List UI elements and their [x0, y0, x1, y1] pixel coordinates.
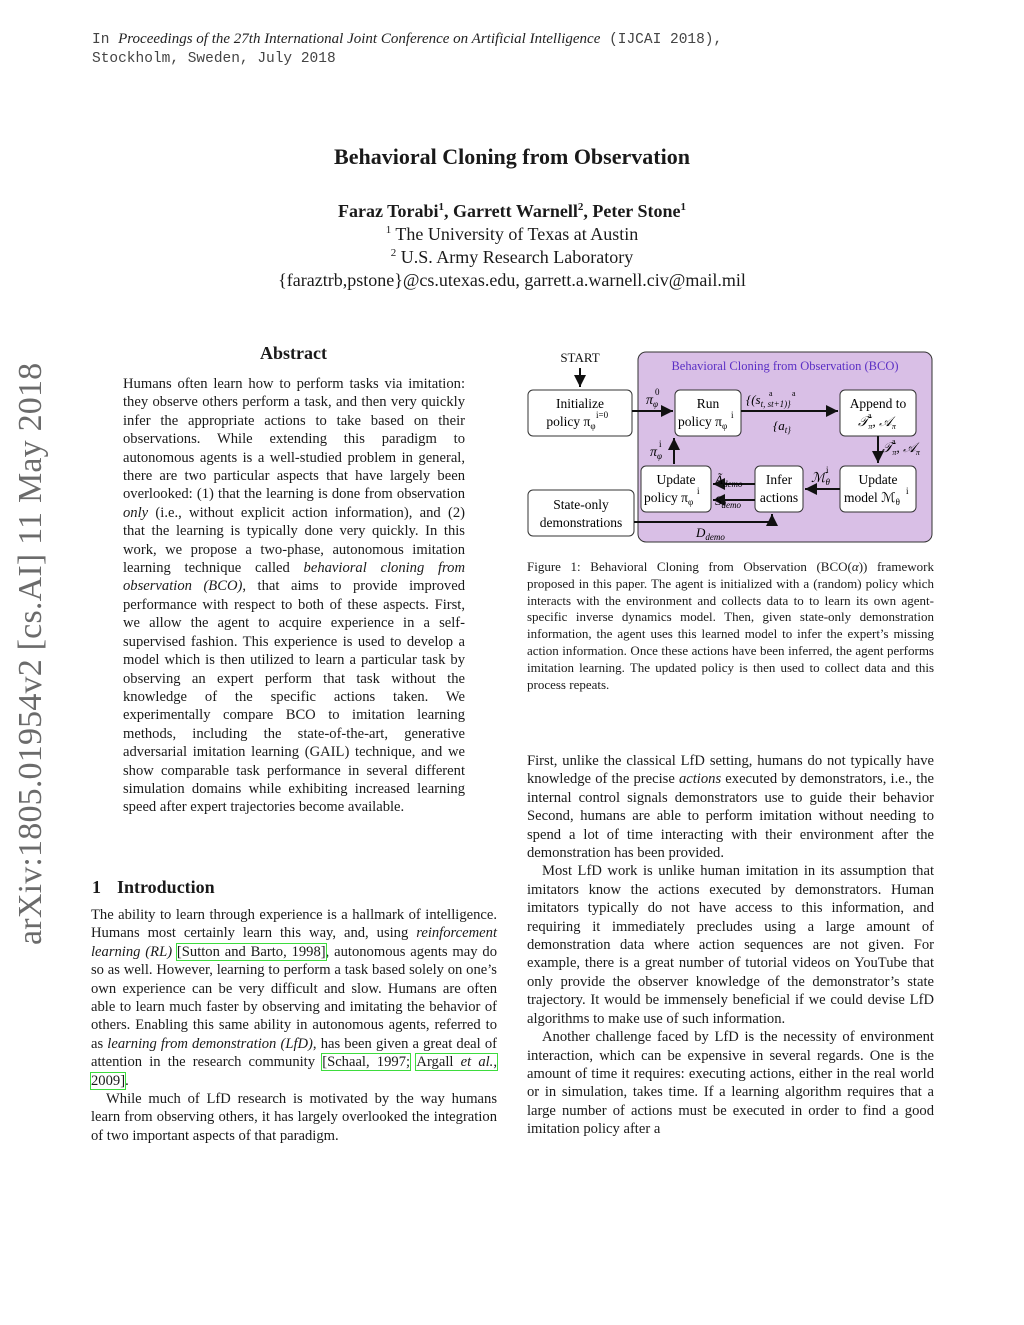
author-name: Peter Stone [592, 201, 681, 221]
pi-i-superscript: i [659, 439, 662, 449]
state-demo-subscript: demo [721, 500, 741, 510]
model-superscript: i [826, 465, 829, 475]
state-only-label: State-only [553, 497, 609, 512]
venue-acronym: (IJCAI 2018), [609, 32, 723, 48]
policy-superscript: i [731, 410, 734, 420]
paragraph [91, 906, 497, 1090]
state-demo-symbol: S [715, 493, 722, 508]
affiliation-mark: 1 [438, 201, 445, 213]
state-superscript: a [769, 389, 773, 398]
pi-i-symbol: π [650, 445, 658, 460]
set-superscript: a [892, 437, 896, 446]
model-superscript: i [906, 486, 909, 496]
author-emails: {faraztrb,pstone}@cs.utexas.edu, garrett.a.warnell.civ@mail.mil [278, 270, 746, 290]
venue-location: Stockholm, Sweden, July 2018 [92, 51, 336, 67]
policy-subscript: φ [590, 421, 596, 431]
initialize-label: Initialize [556, 396, 604, 411]
author-name: Faraz Torabi [338, 201, 439, 221]
demo-data-subscript: demo [705, 532, 725, 542]
sets-label [882, 440, 921, 457]
emphasis-text: actions [678, 771, 722, 788]
abstract-text: , that aims to provide improved performance with respect to both of these aspects. First, we allow the agent to acquire experience in a self-supervised fashion. This experience is used to develop a model which is then utilized to learn a particular task by observing an expert perform that task without the knowledge of the specific actions taken. We experimentally compare BCO to imitation learning methods, including the state-of-the-art, generative adversarial imitation learning (GAIL) technique, and we show comparable task performance in several different simulation domains while exhibiting increased learning speed after expert trajectories become available. [123, 578, 465, 816]
venue-prefix: In [92, 32, 110, 48]
abstract-text: Humans often learn how to perform tasks via imitation: they observe others perform a task, and then very quickly infer the appropriate actions to take based on their observations. While extending this paradigm to autonomous agents is a well-studied problem in general, there are two particular aspects that have largely been overlooked: (1) that the learning is done from observation [123, 376, 465, 503]
model-subscript: θ [825, 477, 830, 487]
paragraph [527, 752, 934, 862]
model-subscript: θ [895, 497, 900, 507]
initialize-policy-label [546, 414, 595, 431]
affiliation-number: 1 [385, 224, 392, 236]
append-label: Append to [849, 396, 907, 411]
affiliation-mark: 1 [680, 201, 686, 213]
citation-link[interactable]: [Sutton and Barto, 1998] [176, 943, 326, 960]
append-sets-label [858, 414, 897, 431]
set-subscript: π [892, 448, 897, 457]
arxiv-stamp: arXiv:1805.01954v2 [cs.AI] 11 May 2018 [12, 362, 49, 945]
citation-text: , 2009] [91, 1054, 497, 1089]
figure-caption [527, 559, 934, 693]
paragraph: Most LfD work is unlike human imitation in its assumption that imitators know the actions executed by demonstrators. Human imitators typically do not have access to this information, and requiring it immediately precludes using a large amount of demonstration data where action sequences are not given. For example, there is a great number of tutorial videos on YouTube that only provide the observer knowledge of the demonstrator’s state trajectory. It would be immensely beneficial if we could devise LfD algorithms to make use of such information. [527, 863, 934, 1027]
pi-i-subscript: φ [657, 451, 662, 461]
author-list: Faraz Torabi$^1$, Garrett Warnell$^2$, Peter Stone$^1$ [338, 201, 686, 221]
section-heading [92, 877, 215, 898]
affiliation-mark: 2 [577, 201, 584, 213]
set-subscript: π [891, 422, 896, 431]
abstract-text: (i.e., without explicit action information), and (2) that the learning is typically done very quickly. In this work, we propose a two-phase, autonomous imitation learning technique called [123, 504, 465, 577]
affiliation-text: The University of Texas at Austin [395, 224, 639, 244]
update-model-m-label [844, 490, 900, 507]
abstract-heading: Abstract [260, 343, 327, 363]
trajectory-set: 𝒯 [858, 414, 869, 429]
policy-superscript: i [697, 486, 700, 496]
policy-subscript: φ [721, 421, 728, 431]
infer-label: Infer [765, 472, 793, 487]
paragraph-text: , has been given a great deal of attention in the research community [91, 1035, 497, 1071]
emphasis-text: learning from demonstration (LfD) [107, 1035, 313, 1052]
author-name: Garrett Warnell [453, 201, 578, 221]
trajectory-set: 𝒯 [882, 440, 893, 455]
affiliation-number: 2 [390, 247, 397, 259]
paragraph-text: . [125, 1072, 129, 1089]
policy-subscript: φ [687, 497, 694, 507]
transitions-text: {(s [746, 392, 761, 407]
right-column-text [527, 752, 934, 1139]
demo-data-symbol: D [696, 525, 706, 540]
paragraph-text: , autonomous agents may do so as well. However, learning to perform a task based solely on one’s own experience can be very difficult and slow. Humans are often able to learn much faster by observing and imitating the behavior of others. Enabling this same ability in autonomous agents, referred to as [91, 943, 497, 1052]
paper-title: Behavioral Cloning from Observation [334, 144, 690, 169]
emphasis-text: reinforcement learning (RL) [91, 925, 497, 960]
bco-diagram [526, 346, 936, 546]
abstract-emphasis: behavioral cloning from observation (BCO) [123, 560, 466, 595]
model-text: model ℳ [844, 490, 896, 505]
citation-text: Argall [416, 1054, 461, 1071]
paragraph-text: First, unlike the classical LfD setting, humans do not typically have knowledge of the precise [527, 753, 934, 788]
policy-text: policy π [644, 490, 688, 505]
action-set: , 𝒜 [896, 440, 916, 455]
affiliation-1 [0, 224, 1024, 245]
inferred-actions-subscript: demo [722, 479, 743, 489]
set-subscript: π [915, 448, 920, 457]
action-set: , 𝒜 [872, 414, 892, 429]
transitions-text: t, s [760, 399, 772, 409]
abstract-body [123, 375, 465, 817]
citation-emphasis: et al. [460, 1054, 494, 1071]
update-policy-label: Update [656, 472, 696, 487]
set-subscript: π [868, 422, 873, 431]
citation-link[interactable]: [Schaal, 1997; [322, 1054, 411, 1071]
venue-header [92, 30, 912, 69]
paragraph-text: executed by demonstrators, i.e., the internal control signals demonstrators use to guide their behavior Second, humans are able to perform imitation without needing to spend a lot of time interacting with their environment after the demonstration has been provided. [527, 771, 935, 862]
state-superscript: a [792, 389, 796, 398]
bco-panel-title: Behavioral Cloning from Observation (BCO) [671, 359, 899, 373]
update-model-label: Update [858, 472, 898, 487]
caption-symbol: α [851, 559, 859, 574]
venue-name: Proceedings of the 27th International Joint Conference on Artificial Intelligence [118, 31, 601, 47]
run-policy-label [678, 414, 727, 431]
actions-text: t} [784, 425, 791, 435]
paragraph: Another challenge faced by LfD is the necessity of environment interaction, which can be expensive in several regards. One is the amount of time it requires: executing actions, either in the real world or in simulation, takes time. If a learning algorithm requires that a large number of actions must be executed in order to find a good imitation policy after a [527, 1029, 934, 1138]
left-column-text [91, 906, 497, 1145]
run-label: Run [696, 396, 720, 411]
abstract-emphasis: only [123, 504, 149, 521]
model-symbol: ℳ [811, 470, 826, 485]
caption-text: Figure 1: Behavioral Cloning from Observation (BCO( [527, 559, 852, 574]
paragraph: While much of LfD research is motivated by the way humans learn from observing others, it has largely overlooked the integration of two important aspects of that paradigm. [91, 1091, 497, 1144]
pi0-symbol: π [646, 393, 654, 408]
policy-superscript: i=0 [596, 410, 609, 420]
affiliation-2 [0, 247, 1024, 268]
actions-label: actions [759, 490, 799, 505]
inferred-actions-symbol: Ã [715, 472, 723, 487]
affiliation-text: U.S. Army Research Laboratory [400, 247, 634, 267]
start-label: START [560, 350, 600, 365]
actions-text: {a [773, 418, 785, 433]
demonstrations-label: demonstrations [539, 515, 623, 530]
set-superscript: a [868, 411, 872, 420]
pi0-superscript: 0 [655, 387, 660, 397]
transitions-text: t+1)} [771, 399, 791, 409]
section-title: Introduction [117, 877, 215, 897]
pi0-subscript: φ [653, 399, 658, 409]
policy-text: policy π [678, 414, 722, 429]
caption-text: )) framework proposed in this paper. The agent is initialized with a (random) policy which interacts with the environment and collects data to to learn its own agent-specific inverse dynamics model. Then, given state-only demonstration information, the agent uses this learned model to infer the expert’s missing action information. Once these actions have been inferred, the agent performs imitation learning. The updated policy is then used to collect data and this process repeats. [527, 559, 935, 692]
section-number: 1 [92, 877, 101, 897]
policy-text: policy π [546, 414, 591, 429]
paragraph-text: The ability to learn through experience is a hallmark of intelligence. Humans most certainly learn this way, and, using [91, 907, 497, 942]
update-policy-pi-label [644, 490, 693, 507]
